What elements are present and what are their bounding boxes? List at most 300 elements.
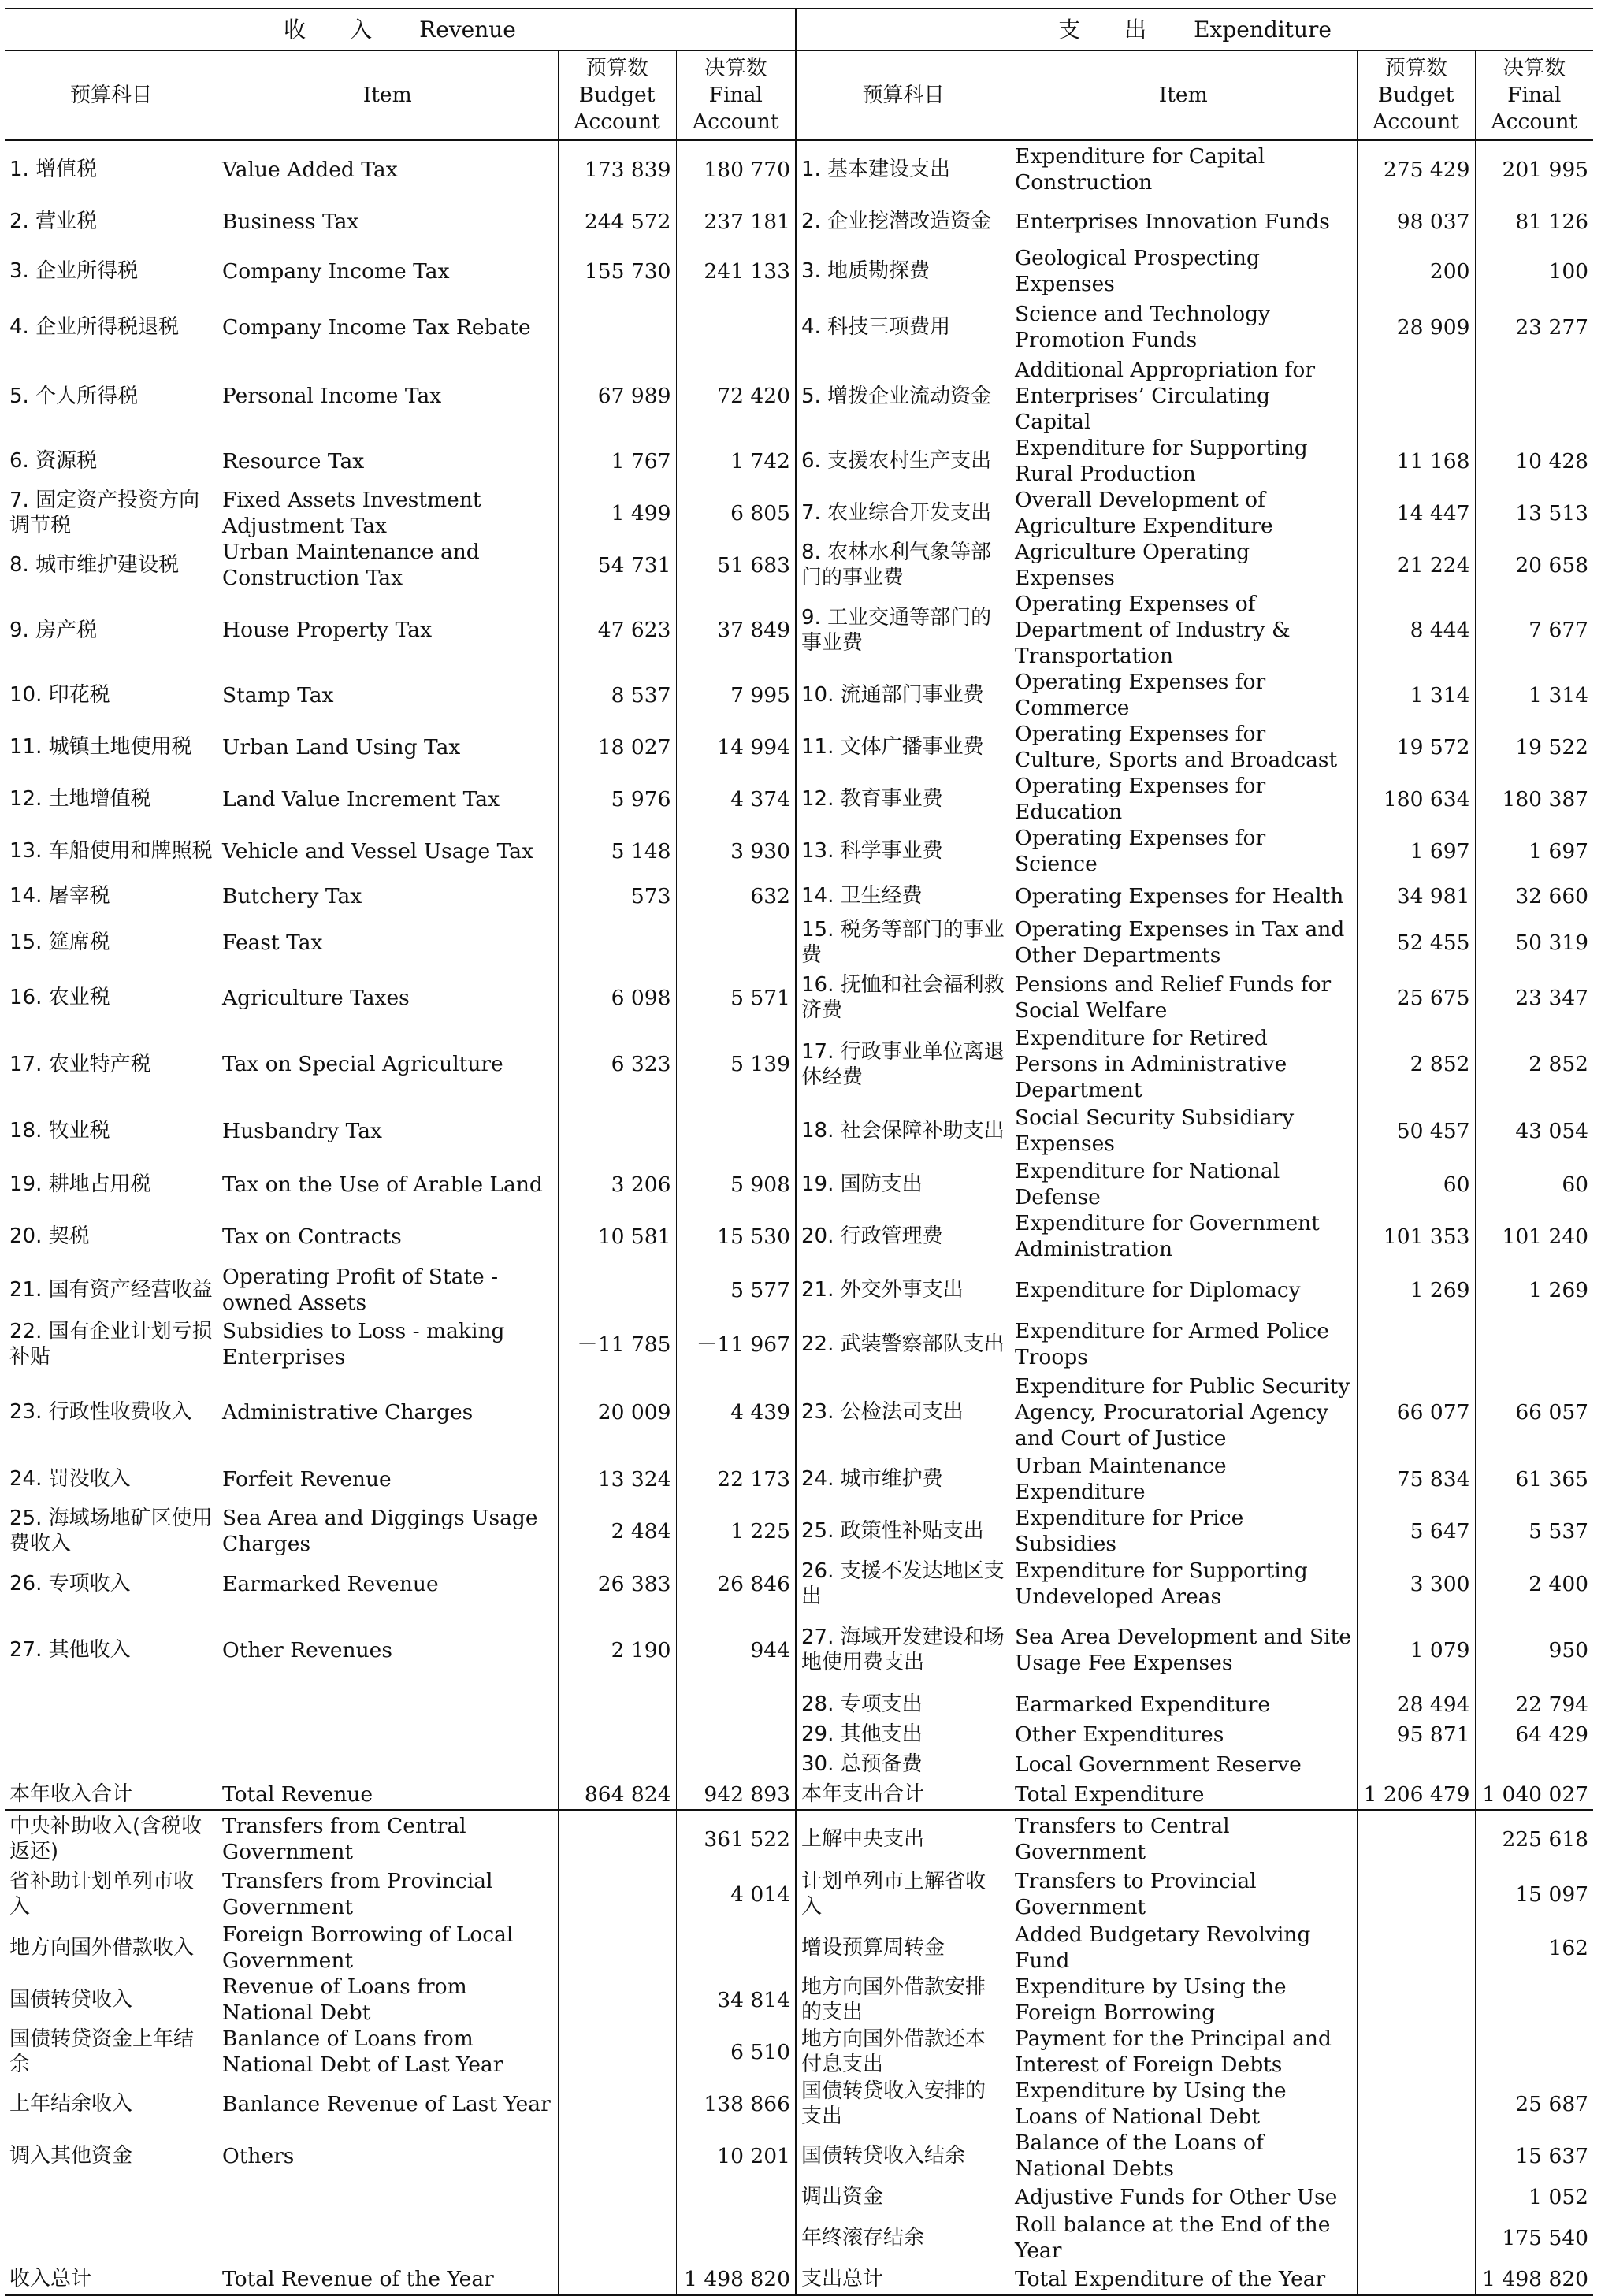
revenue-item-cn: 18. 牧业税	[9, 1119, 110, 1142]
expenditure-item-en: Expenditure by Using the Foreign Borrowing	[1015, 1975, 1287, 2025]
table-row	[5, 1103, 1593, 1158]
revenue-item-en: Total Revenue	[217, 1779, 558, 1811]
revenue-item-cn: 国债转贷收入	[9, 1988, 133, 2012]
expenditure-final: 5 537	[1475, 1505, 1593, 1557]
expenditure-final: 1 498 820	[1475, 2264, 1593, 2295]
revenue-item-cn: 调入其他资金	[9, 2144, 133, 2168]
expenditure-budget: 28 909	[1357, 297, 1475, 357]
revenue-title-en: Revenue	[419, 17, 516, 43]
revenue-budget: 13 324	[558, 1453, 676, 1505]
revenue-final: －11 967	[676, 1317, 796, 1371]
expenditure-final: 1 314	[1475, 669, 1593, 721]
expenditure-item-cn: 13. 科学事业费	[796, 825, 1010, 877]
expenditure-item-cn: 8. 农林水利气象等部门的事业费	[796, 539, 1010, 591]
revenue-item-en: House Property Tax	[222, 618, 433, 642]
expenditure-item-cn: 14. 卫生经费	[796, 877, 1010, 915]
expenditure-item-cn: 24. 城市维护费	[796, 1453, 1010, 1505]
expenditure-budget: 180 634	[1357, 773, 1475, 825]
revenue-budget: －11 785	[558, 1317, 676, 1371]
revenue-budget: 573	[558, 877, 676, 915]
revenue-budget	[558, 2264, 676, 2295]
expenditure-final: 1 269	[1475, 1262, 1593, 1317]
expenditure-item-en: Expenditure for Retired Persons in Administrative Department	[1015, 1026, 1287, 1102]
expenditure-final: 180 387	[1475, 773, 1593, 825]
expenditure-final: 81 126	[1475, 198, 1593, 245]
expenditure-budget: 1 697	[1357, 825, 1475, 877]
revenue-item-en: Operating Profit of State - owned Assets	[222, 1265, 499, 1315]
expenditure-item-en: Expenditure for Capital Construction	[1015, 144, 1265, 195]
expenditure-item-en: Expenditure for Diplomacy	[1015, 1277, 1301, 1302]
revenue-final	[676, 1749, 796, 1779]
expenditure-item-cn: 地方向国外借款还本付息支出	[796, 2026, 1010, 2078]
revenue-final: 944	[676, 1611, 796, 1689]
revenue-item-cn: 省补助计划单列市收入	[9, 1870, 195, 1919]
expenditure-item-en: Expenditure for Supporting Rural Production	[1015, 436, 1308, 486]
expenditure-budget: 66 077	[1357, 1371, 1475, 1453]
expenditure-item-en: Local Government Reserve	[1015, 1752, 1302, 1777]
revenue-item-en	[217, 1749, 558, 1779]
table-row	[5, 1262, 1593, 1317]
expenditure-budget: 200	[1357, 245, 1475, 297]
expenditure-budget: 101 353	[1357, 1210, 1475, 1262]
revenue-final	[676, 1689, 796, 1719]
expenditure-item-cn: 4. 科技三项费用	[796, 297, 1010, 357]
expenditure-final: 43 054	[1475, 1103, 1593, 1158]
budget-sheet	[5, 8, 1593, 2296]
revenue-budget	[558, 1689, 676, 1719]
expenditure-budget	[1357, 1974, 1475, 2026]
revenue-item-en: Business Tax	[222, 209, 359, 234]
revenue-final: 361 522	[676, 1811, 796, 1867]
revenue-item-cn: 23. 行政性收费收入	[9, 1400, 192, 1424]
revenue-final	[676, 2212, 796, 2264]
revenue-item-en: Tax on Contracts	[222, 1224, 402, 1249]
revenue-item-cn: 21. 国有资产经营收益	[9, 1278, 213, 1302]
revenue-budget: 173 839	[558, 140, 676, 198]
revenue-budget: 2 484	[558, 1505, 676, 1557]
expenditure-item-cn: 23. 公检法司支出	[796, 1371, 1010, 1453]
revenue-budget	[558, 1719, 676, 1749]
expenditure-budget: 1 206 479	[1357, 1779, 1475, 1811]
expenditure-item-cn: 调出资金	[796, 2182, 1010, 2212]
revenue-item-en: Husbandry Tax	[222, 1118, 382, 1143]
expenditure-final: 2 400	[1475, 1557, 1593, 1611]
revenue-item-cn: 25. 海域场地矿区使用费收入	[9, 1507, 213, 1555]
revenue-final: 15 530	[676, 1210, 796, 1262]
revenue-final: 14 994	[676, 721, 796, 773]
revenue-final: 5 908	[676, 1158, 796, 1210]
revenue-final	[676, 297, 796, 357]
revenue-section-title	[5, 9, 796, 50]
expenditure-item-en: Payment for the Principal and Interest of Foreign Debts	[1015, 2027, 1332, 2077]
revenue-item-en: Vehicle and Vessel Usage Tax	[222, 838, 533, 864]
expenditure-item-cn: 国债转贷收入安排的支出	[796, 2078, 1010, 2130]
expenditure-item-en: Operating Expenses for Culture, Sports and Broadcast	[1015, 722, 1338, 772]
expenditure-item-en: Adjustive Funds for Other Use	[1015, 2184, 1338, 2209]
expenditure-item-cn: 上解中央支出	[796, 1811, 1010, 1867]
revenue-budget	[558, 1262, 676, 1317]
revenue-budget	[558, 1749, 676, 1779]
revenue-item-en: Forfeit Revenue	[222, 1466, 392, 1492]
expenditure-item-cn: 5. 增拨企业流动资金	[796, 357, 1010, 435]
table-row	[5, 915, 1593, 970]
expenditure-budget	[1357, 1922, 1475, 1974]
revenue-final: 237 181	[676, 198, 796, 245]
expenditure-budget: 275 429	[1357, 140, 1475, 198]
revenue-item-en: Foreign Borrowing of Local Government	[222, 1923, 514, 1973]
revenue-item-en: Resource Tax	[222, 448, 365, 474]
table-row	[5, 1749, 1593, 1779]
expenditure-item-cn: 10. 流通部门事业费	[796, 669, 1010, 721]
revenue-item-cn	[5, 1719, 217, 1749]
expenditure-item-en: Sea Area Development and Site Usage Fee Expenses	[1015, 1625, 1351, 1675]
expenditure-budget: 95 871	[1357, 1719, 1475, 1749]
revenue-item-en: Sea Area and Diggings Usage Charges	[222, 1506, 538, 1556]
expenditure-item-en: Enterprises Innovation Funds	[1015, 209, 1330, 234]
expenditure-item-en: Transfers to Provincial Government	[1015, 1869, 1257, 1919]
expenditure-final: 175 540	[1475, 2212, 1593, 2264]
revenue-item-en: Other Revenues	[222, 1637, 392, 1663]
revenue-item-cn	[5, 2182, 217, 2212]
expenditure-final: 32 660	[1475, 877, 1593, 915]
table-row	[5, 877, 1593, 915]
revenue-final: 6 510	[676, 2026, 796, 2078]
revenue-final: 5 571	[676, 970, 796, 1025]
transfer-row	[5, 2026, 1593, 2078]
revenue-budget: 5 976	[558, 773, 676, 825]
revenue-budget	[558, 915, 676, 970]
revenue-budget: 6 323	[558, 1025, 676, 1103]
expenditure-budget: 52 455	[1357, 915, 1475, 970]
transfer-row	[5, 2078, 1593, 2130]
expenditure-item-cn: 19. 国防支出	[796, 1158, 1010, 1210]
revenue-item-cn: 中央补助收入(含税收返还)	[9, 1815, 202, 1863]
revenue-item-en: Transfers from Central Government	[222, 1814, 466, 1864]
revenue-budget: 155 730	[558, 245, 676, 297]
revenue-item-cn: 13. 车船使用和牌照税	[9, 839, 213, 863]
revenue-item-cn: 17. 农业特产税	[9, 1052, 151, 1076]
expenditure-title-en: Expenditure	[1194, 17, 1332, 43]
expenditure-item-en: Transfers to Central Government	[1015, 1814, 1230, 1864]
revenue-final: 138 866	[676, 2078, 796, 2130]
expenditure-item-en: Geological Prospecting Expenses	[1015, 246, 1260, 296]
table-row	[5, 140, 1593, 198]
table-row	[5, 825, 1593, 877]
expenditure-item-cn: 22. 武装警察部队支出	[796, 1317, 1010, 1371]
expenditure-item-en: Expenditure for National Defense	[1015, 1159, 1280, 1209]
revenue-item-cn: 地方向国外借款收入	[9, 1936, 195, 1960]
revenue-budget: 1 499	[558, 487, 676, 539]
expenditure-item-cn: 18. 社会保障补助支出	[796, 1103, 1010, 1158]
table-row	[5, 435, 1593, 487]
table-row	[5, 773, 1593, 825]
revenue-title-cn: 收 入	[284, 17, 373, 43]
expenditure-final	[1475, 1749, 1593, 1779]
expenditure-budget: 75 834	[1357, 1453, 1475, 1505]
expenditure-budget: 28 494	[1357, 1689, 1475, 1719]
revenue-item-en: Tax on Special Agriculture	[222, 1052, 503, 1076]
expenditure-item-en: Expenditure for Armed Police Troops	[1015, 1319, 1329, 1369]
transfer-row	[5, 2182, 1593, 2212]
revenue-final: 1 225	[676, 1505, 796, 1557]
expenditure-final: 20 658	[1475, 539, 1593, 591]
table-row	[5, 721, 1593, 773]
expenditure-item-en: Added Budgetary Revolving Fund	[1015, 1923, 1311, 1973]
revenue-budget: 10 581	[558, 1210, 676, 1262]
revenue-item-cn: 12. 土地增值税	[9, 787, 151, 811]
header-item-en-exp: Item	[1010, 50, 1357, 140]
expenditure-budget	[1357, 2212, 1475, 2264]
revenue-item-cn	[5, 1689, 217, 1719]
revenue-budget	[558, 1811, 676, 1867]
expenditure-final: 1 697	[1475, 825, 1593, 877]
revenue-item-en: Feast Tax	[222, 930, 323, 955]
table-row	[5, 1317, 1593, 1371]
header-final-exp: 决算数 Final Account	[1475, 50, 1593, 140]
column-header-row	[5, 50, 1593, 140]
expenditure-final: 201 995	[1475, 140, 1593, 198]
expenditure-final: 23 347	[1475, 970, 1593, 1025]
expenditure-final: 13 513	[1475, 487, 1593, 539]
revenue-item-en: Revenue of Loans from National Debt	[222, 1975, 467, 2025]
revenue-final	[676, 1922, 796, 1974]
revenue-item-en: Urban Maintenance and Construction Tax	[222, 540, 480, 590]
expenditure-item-cn: 11. 文体广播事业费	[796, 721, 1010, 773]
revenue-item-cn: 14. 屠宰税	[9, 884, 110, 908]
revenue-final: 26 846	[676, 1557, 796, 1611]
revenue-final: 942 893	[676, 1779, 796, 1811]
revenue-item-en: Tax on the Use of Arable Land	[222, 1172, 543, 1197]
revenue-budget	[558, 297, 676, 357]
transfer-row	[5, 2212, 1593, 2264]
expenditure-final	[1475, 2026, 1593, 2078]
header-budget-exp: 预算数 Budget Account	[1357, 50, 1475, 140]
revenue-final: 7 995	[676, 669, 796, 721]
revenue-final: 37 849	[676, 591, 796, 669]
expenditure-item-cn: 26. 支援不发达地区支出	[796, 1557, 1010, 1611]
revenue-final: 5 577	[676, 1262, 796, 1317]
expenditure-budget	[1357, 1811, 1475, 1867]
revenue-budget: 1 767	[558, 435, 676, 487]
revenue-budget: 2 190	[558, 1611, 676, 1689]
revenue-final	[676, 2182, 796, 2212]
expenditure-final	[1475, 1317, 1593, 1371]
expenditure-budget: 50 457	[1357, 1103, 1475, 1158]
expenditure-final: 66 057	[1475, 1371, 1593, 1453]
table-row	[5, 487, 1593, 539]
expenditure-budget	[1357, 2078, 1475, 2130]
table-row	[5, 1505, 1593, 1557]
expenditure-item-en: Balance of the Loans of National Debts	[1015, 2131, 1264, 2181]
expenditure-final	[1475, 1974, 1593, 2026]
transfer-row	[5, 1867, 1593, 1922]
revenue-item-cn: 上年结余收入	[9, 2092, 133, 2116]
transfer-row	[5, 1811, 1593, 1867]
revenue-item-cn: 1. 增值税	[9, 158, 98, 181]
expenditure-budget: 21 224	[1357, 539, 1475, 591]
expenditure-budget	[1357, 2130, 1475, 2182]
revenue-item-cn: 9. 房产税	[9, 618, 98, 642]
table-row	[5, 1557, 1593, 1611]
expenditure-item-cn: 25. 政策性补贴支出	[796, 1505, 1010, 1557]
table-row	[5, 1371, 1593, 1453]
expenditure-item-cn: 29. 其他支出	[796, 1719, 1010, 1749]
expenditure-item-en: Expenditure for Supporting Undeveloped Areas	[1015, 1559, 1308, 1609]
revenue-item-en: Banlance Revenue of Last Year	[222, 2091, 551, 2116]
expenditure-final	[1475, 357, 1593, 435]
revenue-budget: 18 027	[558, 721, 676, 773]
table-row	[5, 1689, 1593, 1719]
revenue-final: 1 742	[676, 435, 796, 487]
expenditure-budget	[1357, 357, 1475, 435]
expenditure-final: 101 240	[1475, 1210, 1593, 1262]
revenue-final: 10 201	[676, 2130, 796, 2182]
revenue-item-cn: 15. 筵席税	[9, 931, 110, 954]
expenditure-item-en: Overall Development of Agriculture Expenditure	[1015, 488, 1273, 538]
revenue-item-cn	[5, 1749, 217, 1779]
expenditure-final: 15 637	[1475, 2130, 1593, 2182]
revenue-item-cn: 11. 城镇土地使用税	[9, 735, 192, 759]
expenditure-final: 23 277	[1475, 297, 1593, 357]
expenditure-item-en: Roll balance at the End of the Year	[1015, 2212, 1331, 2263]
expenditure-item-cn: 2. 企业挖潜改造资金	[796, 198, 1010, 245]
table-row	[5, 198, 1593, 245]
revenue-budget: 5 148	[558, 825, 676, 877]
transfer-row	[5, 1974, 1593, 2026]
revenue-budget	[558, 2212, 676, 2264]
revenue-item-cn: 26. 专项收入	[9, 1572, 131, 1596]
expenditure-item-en: Pensions and Relief Funds for Social Welfare	[1015, 972, 1332, 1023]
expenditure-item-cn: 年终滚存结余	[796, 2212, 1010, 2264]
table-row	[5, 591, 1593, 669]
expenditure-final: 64 429	[1475, 1719, 1593, 1749]
expenditure-budget: 1 314	[1357, 669, 1475, 721]
section-header-row	[5, 9, 1593, 50]
expenditure-budget: 14 447	[1357, 487, 1475, 539]
revenue-item-cn: 本年收入合计	[5, 1779, 217, 1811]
header-item-en: Item	[217, 50, 558, 140]
expenditure-final: 60	[1475, 1158, 1593, 1210]
revenue-item-cn: 3. 企业所得税	[9, 259, 139, 283]
revenue-item-en: Company Income Tax Rebate	[222, 314, 531, 340]
expenditure-item-cn: 16. 抚恤和社会福利救济费	[796, 970, 1010, 1025]
expenditure-budget: 11 168	[1357, 435, 1475, 487]
revenue-budget	[558, 2078, 676, 2130]
revenue-final: 6 805	[676, 487, 796, 539]
revenue-budget	[558, 1867, 676, 1922]
expenditure-item-cn: 20. 行政管理费	[796, 1210, 1010, 1262]
table-row	[5, 1025, 1593, 1103]
expenditure-final: 15 097	[1475, 1867, 1593, 1922]
revenue-final: 1 498 820	[676, 2264, 796, 2295]
expenditure-budget: 2 852	[1357, 1025, 1475, 1103]
revenue-item-cn: 7. 固定资产投资方向调节税	[9, 489, 200, 537]
revenue-final: 4 439	[676, 1371, 796, 1453]
revenue-budget	[558, 2182, 676, 2212]
revenue-budget	[558, 1922, 676, 1974]
expenditure-final: 19 522	[1475, 721, 1593, 773]
expenditure-item-en: Operating Expenses for Commerce	[1015, 670, 1266, 720]
revenue-budget: 47 623	[558, 591, 676, 669]
revenue-item-en: Urban Land Using Tax	[222, 734, 461, 760]
revenue-item-en: Earmarked Revenue	[222, 1571, 439, 1596]
expenditure-item-en: Operating Expenses for Education	[1015, 774, 1266, 824]
expenditure-item-cn: 6. 支援农村生产支出	[796, 435, 1010, 487]
expenditure-budget: 19 572	[1357, 721, 1475, 773]
total-row	[5, 1779, 1593, 1811]
revenue-item-en	[217, 2212, 558, 2264]
revenue-budget: 26 383	[558, 1557, 676, 1611]
expenditure-item-en: Operating Expenses for Health	[1015, 883, 1344, 908]
expenditure-budget: 5 647	[1357, 1505, 1475, 1557]
table-row	[5, 539, 1593, 591]
expenditure-item-en: Operating Expenses in Tax and Other Departments	[1015, 917, 1345, 968]
revenue-item-cn: 20. 契税	[9, 1224, 90, 1248]
revenue-final: 241 133	[676, 245, 796, 297]
revenue-final	[676, 915, 796, 970]
revenue-final: 4 014	[676, 1867, 796, 1922]
budget-table	[5, 8, 1593, 2296]
transfer-row	[5, 1922, 1593, 1974]
revenue-item-cn	[5, 2212, 217, 2264]
expenditure-final: 2 852	[1475, 1025, 1593, 1103]
expenditure-final: 25 687	[1475, 2078, 1593, 2130]
expenditure-final: 22 794	[1475, 1689, 1593, 1719]
table-row	[5, 1719, 1593, 1749]
revenue-item-en: Fixed Assets Investment Adjustment Tax	[222, 488, 481, 538]
revenue-item-cn: 5. 个人所得税	[9, 384, 139, 408]
revenue-item-en: Administrative Charges	[222, 1399, 474, 1425]
expenditure-budget: 8 444	[1357, 591, 1475, 669]
expenditure-budget: 25 675	[1357, 970, 1475, 1025]
expenditure-final: 1 040 027	[1475, 1779, 1593, 1811]
expenditure-final: 100	[1475, 245, 1593, 297]
revenue-budget: 8 537	[558, 669, 676, 721]
expenditure-item-en: Science and Technology Promotion Funds	[1015, 302, 1271, 352]
expenditure-item-en: Expenditure by Using the Loans of National Debt	[1015, 2079, 1287, 2129]
expenditure-item-cn: 7. 农业综合开发支出	[796, 487, 1010, 539]
expenditure-item-en: Earmarked Expenditure	[1015, 1692, 1271, 1717]
table-row	[5, 970, 1593, 1025]
expenditure-budget: 98 037	[1357, 198, 1475, 245]
expenditure-final: 7 677	[1475, 591, 1593, 669]
expenditure-item-en: Urban Maintenance Expenditure	[1015, 1454, 1227, 1504]
expenditure-item-cn: 12. 教育事业费	[796, 773, 1010, 825]
expenditure-final: 50 319	[1475, 915, 1593, 970]
expenditure-item-cn: 增设预算周转金	[796, 1922, 1010, 1974]
revenue-item-cn: 收入总计	[5, 2264, 217, 2295]
revenue-item-en: Agriculture Taxes	[222, 985, 410, 1010]
revenue-budget: 244 572	[558, 198, 676, 245]
revenue-item-cn: 4. 企业所得税退税	[9, 315, 180, 339]
revenue-budget	[558, 1103, 676, 1158]
table-row	[5, 669, 1593, 721]
revenue-item-cn: 2. 营业税	[9, 210, 98, 233]
expenditure-item-en: Additional Appropriation for Enterprises’ Circulating Capital	[1015, 358, 1315, 434]
revenue-item-cn: 22. 国有企业计划亏损补贴	[9, 1320, 213, 1369]
revenue-item-en: Personal Income Tax	[222, 384, 442, 408]
revenue-final	[676, 1719, 796, 1749]
revenue-final: 3 930	[676, 825, 796, 877]
revenue-final	[676, 1103, 796, 1158]
revenue-item-en: Stamp Tax	[222, 682, 334, 708]
expenditure-item-cn: 本年支出合计	[796, 1779, 1010, 1811]
revenue-item-cn: 27. 其他收入	[9, 1638, 131, 1662]
table-row	[5, 245, 1593, 297]
header-budget: 预算数 Budget Account	[558, 50, 676, 140]
expenditure-item-en: Operating Expenses of Department of Industry & Transportation	[1015, 592, 1291, 668]
expenditure-budget: 3 300	[1357, 1557, 1475, 1611]
